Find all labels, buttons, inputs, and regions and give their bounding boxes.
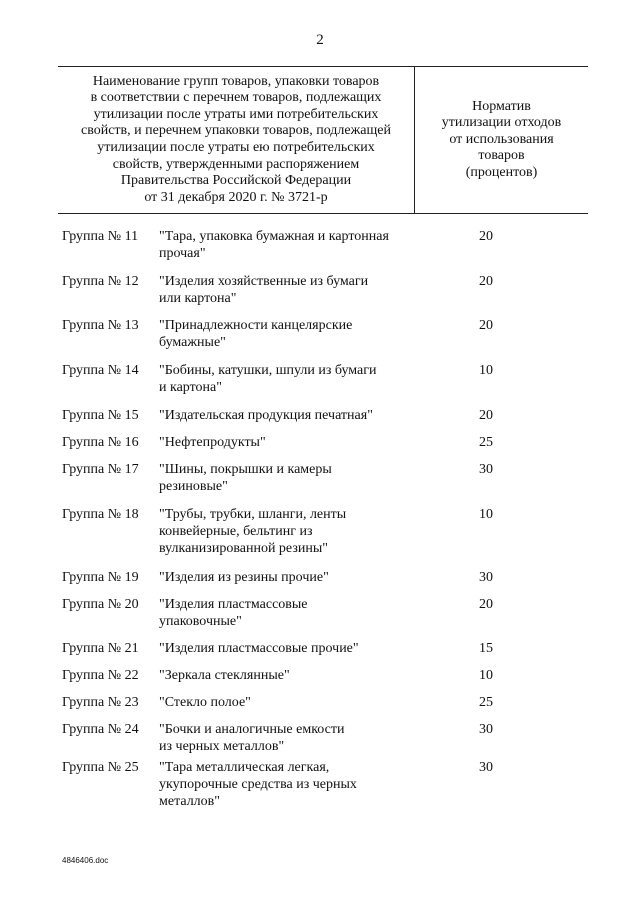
norm-value: 20 — [479, 318, 493, 333]
table-row — [0, 362, 640, 407]
norm-value: 30 — [479, 722, 493, 737]
group-name: "Тара металлическая легкая, укупорочные средства из черных металлов" — [159, 760, 357, 809]
table-row — [0, 317, 640, 362]
group-number: Группа № 12 — [62, 274, 139, 289]
table-row — [0, 759, 640, 819]
norm-value: 20 — [479, 274, 493, 289]
norm-value: 30 — [479, 462, 493, 477]
group-name: "Трубы, трубки, шланги, ленты конвейерные, бельтинг из вулканизированной резины" — [159, 507, 347, 556]
group-number: Группа № 11 — [62, 229, 139, 244]
norm-value: 10 — [479, 668, 493, 683]
group-name: "Шины, покрышки и камеры резиновые" — [159, 462, 332, 494]
group-name: "Бочки и аналогичные емкости из черных металлов" — [159, 722, 345, 754]
table-row — [0, 694, 640, 721]
group-number: Группа № 13 — [62, 318, 139, 333]
norm-value: 20 — [479, 408, 493, 423]
group-number: Группа № 19 — [62, 570, 139, 585]
table-header — [58, 66, 588, 214]
header-cell-norm — [415, 67, 588, 213]
group-number: Группа № 18 — [62, 507, 139, 522]
group-number: Группа № 15 — [62, 408, 139, 423]
group-number: Группа № 21 — [62, 641, 139, 656]
norm-value: 25 — [479, 695, 493, 710]
document-footer: 4846406.doc — [62, 856, 109, 865]
norm-value: 20 — [479, 229, 493, 244]
header-norm-label: Норматив утилизации отходов от использования товаров (процентов) — [441, 98, 562, 180]
group-number: Группа № 16 — [62, 435, 139, 450]
table-row — [0, 506, 640, 569]
header-group-name-label: Наименование групп товаров, упаковки товаров в соответствии с перечнем товаров, подлежащих утилизации после утраты ими потребительских свойств, и перечнем упаковки товаров, подлежащей утилизации после утраты ею потребительских свойств, утвержденными распоряжением Правительства Российской Федерации от 31 декабря 2020 г. № 3721-р — [80, 73, 391, 205]
page-number: 2 — [316, 32, 324, 48]
group-number: Группа № 25 — [62, 760, 139, 775]
group-name: "Стекло полое" — [159, 695, 251, 710]
group-number: Группа № 20 — [62, 597, 139, 612]
group-name: "Зеркала стеклянные" — [159, 668, 290, 683]
group-name: "Бобины, катушки, шпули из бумаги и картона" — [159, 363, 377, 395]
group-name: "Тара, упаковка бумажная и картонная прочая" — [159, 229, 389, 261]
group-name: "Изделия пластмассовые упаковочные" — [159, 597, 308, 629]
table-row — [0, 273, 640, 317]
norm-value: 20 — [479, 597, 493, 612]
table-row — [0, 667, 640, 694]
table-body — [0, 228, 640, 819]
group-name: "Издательская продукция печатная" — [159, 408, 373, 423]
table-row — [0, 596, 640, 640]
norm-value: 10 — [479, 363, 493, 378]
table-row — [0, 461, 640, 506]
group-name: "Принадлежности канцелярские бумажные" — [159, 318, 353, 350]
table-row — [0, 434, 640, 461]
norm-value: 30 — [479, 760, 493, 775]
table-row — [0, 228, 640, 273]
group-number: Группа № 22 — [62, 668, 139, 683]
group-name: "Нефтепродукты" — [159, 435, 266, 450]
table-row — [0, 407, 640, 434]
norm-value: 30 — [479, 570, 493, 585]
group-name: "Изделия из резины прочие" — [159, 570, 329, 585]
table-row — [0, 569, 640, 596]
table-row — [0, 640, 640, 667]
table-row — [0, 721, 640, 759]
header-cell-group-name — [58, 67, 415, 213]
group-number: Группа № 24 — [62, 722, 139, 737]
group-number: Группа № 23 — [62, 695, 139, 710]
group-name: "Изделия хозяйственные из бумаги или картона" — [159, 274, 369, 306]
norm-value: 10 — [479, 507, 493, 522]
norm-value: 15 — [479, 641, 493, 656]
group-name: "Изделия пластмассовые прочие" — [159, 641, 359, 656]
norm-value: 25 — [479, 435, 493, 450]
group-number: Группа № 14 — [62, 363, 139, 378]
group-number: Группа № 17 — [62, 462, 139, 477]
